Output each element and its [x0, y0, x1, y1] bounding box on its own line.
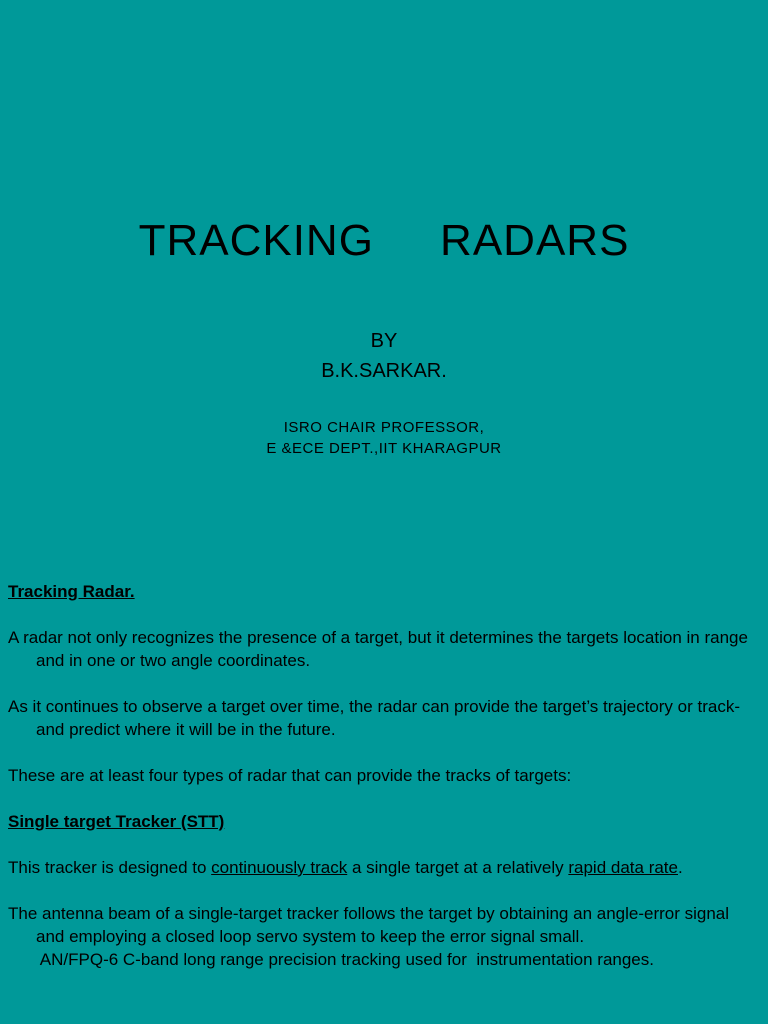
section-heading-tracking-radar	[8, 580, 760, 603]
paragraph-recognition: A radar not only recognizes the presence of a target, but it determines the targets location in range and in one or two angle coordinates.	[8, 628, 748, 670]
section-heading-stt	[8, 810, 760, 833]
stt-desc-period: .	[678, 858, 683, 877]
affiliation-line-2: E &ECE DEPT.,IIT KHARAGPUR	[266, 440, 502, 457]
paragraph-stt-description	[8, 856, 760, 879]
continuously-track-text: continuously track	[211, 858, 348, 877]
paragraph-trajectory: As it continues to observe a target over time, the radar can provide the target’s trajectory or track-and predict where it will be in the future.	[8, 697, 740, 739]
body-text	[8, 580, 760, 971]
antenna-beam-example: AN/FPQ-6 C-band long range precision tracking used for instrumentation ranges.	[36, 950, 654, 969]
paragraph-four-types: These are at least four types of radar that can provide the tracks of targets:	[8, 766, 572, 785]
slide-title: TRACKING RADARS	[138, 216, 630, 265]
section-heading-text: Tracking Radar.	[8, 582, 135, 601]
stt-desc-part-1: This tracker is designed to	[8, 858, 212, 877]
stt-heading-text: Single target Tracker (STT)	[8, 812, 225, 831]
antenna-beam-text: The antenna beam of a single-target tracker follows the target by obtaining an angle-error signal and employing a closed loop servo system to keep the error signal small.	[8, 904, 730, 946]
paragraph-antenna-beam	[8, 902, 760, 971]
byline-by: BY	[370, 330, 398, 352]
stt-desc-part-2: a single target at a relatively	[347, 858, 569, 877]
author-name: B.K.SARKAR.	[321, 360, 447, 382]
affiliation-line-1: ISRO CHAIR PROFESSOR,	[283, 419, 485, 436]
rapid-data-rate-text: rapid data rate	[568, 858, 678, 877]
